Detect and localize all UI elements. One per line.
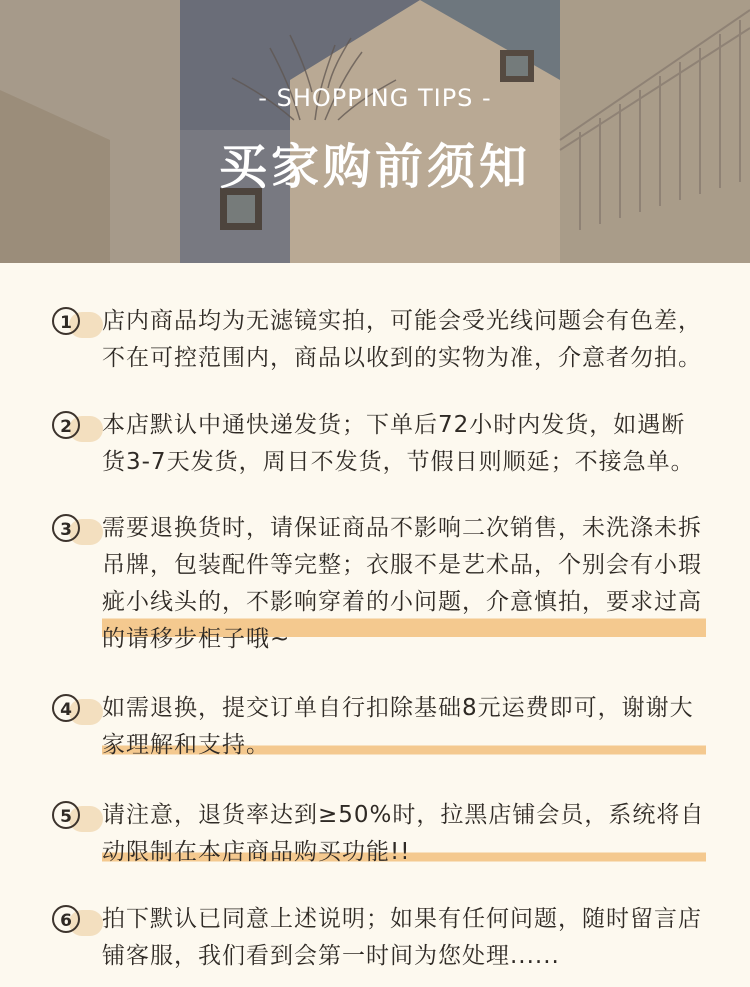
tip-text: 请注意，退货率达到≥50%时，拉黑店铺会员，系统将自动限制在本店商品购买功能!!	[102, 797, 706, 874]
tip-number-badge: 5	[52, 801, 80, 829]
tip-number-badge: 2	[52, 411, 80, 439]
tip-number-badge: 3	[52, 514, 80, 542]
tip-text: 需要退换货时，请保证商品不影响二次销售，未洗涤未拆吊牌，包装配件等完整；衣服不是艺术品，个别会有小瑕疵小线头的，不影响穿着的小问题，介意慎拍，要求过高的请移步柜子哦~	[102, 510, 706, 661]
tip-number-badge: 4	[52, 694, 80, 722]
header-banner	[0, 0, 750, 263]
banner-title: 买家购前须知	[218, 139, 531, 195]
tip-text: 店内商品均为无滤镜实拍，可能会受光线问题会有色差，不在可控范围内，商品以收到的实物为准，介意者勿拍。	[102, 308, 702, 371]
banner-subtitle: - SHOPPING TIPS -	[258, 84, 492, 112]
tip-text: 本店默认中通快递发货；下单后72小时内发货，如遇断货3-7天发货，周日不发货，节假日则顺延；不接急单。	[102, 412, 695, 475]
tip-text: 如需退换，提交订单自行扣除基础8元运费即可，谢谢大家理解和支持。	[102, 690, 706, 767]
tip-text: 拍下默认已同意上述说明；如果有任何问题，随时留言店铺客服，我们看到会第一时间为您处理......	[102, 906, 702, 969]
tip-number-badge: 6	[52, 905, 80, 933]
tip-number-badge: 1	[52, 307, 80, 335]
